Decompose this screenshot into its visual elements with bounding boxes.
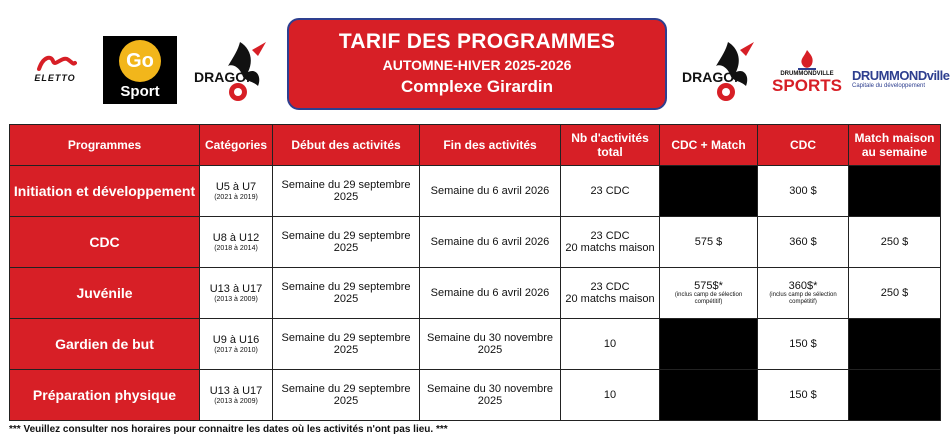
category-cell: [200, 166, 273, 217]
count-cell: 23 CDC: [561, 166, 660, 217]
table-row: [10, 166, 941, 217]
start-cell: Semaine du 29 septembre 2025: [273, 370, 420, 421]
venue-subtitle: Complexe Girardin: [400, 77, 554, 96]
cdc-note: (inclus camp de sélection compétitif): [769, 292, 837, 305]
gosport-sport: Sport: [120, 83, 160, 100]
season-subtitle: AUTOMNE-HIVER 2025-2026: [382, 57, 572, 73]
cdc-cell: [758, 268, 849, 319]
match-cell: 250 $: [849, 268, 941, 319]
birth-years: (2013 à 2009): [214, 398, 258, 405]
dragon-icon: [192, 38, 272, 104]
end-cell: Semaine du 6 avril 2026: [420, 268, 561, 319]
col-header-start: Début des activités: [273, 125, 420, 166]
eletto-wordmark: ELETTO: [34, 73, 76, 83]
count-cdc: 23 CDC: [590, 230, 630, 242]
end-cell: Semaine du 30 novembre 2025: [420, 370, 561, 421]
category: U9 à U16: [212, 334, 260, 346]
category-cell: [200, 217, 273, 268]
category: U13 à U17: [209, 385, 263, 397]
dragon-wordmark-right: DRAGON: [682, 69, 745, 85]
count-cell: [561, 217, 660, 268]
match-cell-na: [849, 166, 941, 217]
category: U8 à U12: [212, 232, 260, 244]
dragon-logo-left: [192, 38, 272, 104]
col-header-programmes: Programmes: [10, 125, 200, 166]
gosport-logo: [103, 36, 177, 104]
birth-years: (2021 à 2019): [214, 194, 258, 201]
gosport-circle: [119, 40, 161, 82]
count-cell: 10: [561, 370, 660, 421]
count-cdc: 23 CDC: [590, 281, 630, 293]
match-cell-na: [849, 319, 941, 370]
drummondville-sports-logo: [768, 42, 846, 102]
col-header-count: Nb d'activités total: [561, 125, 660, 166]
cdc-match-cell-na: [660, 370, 758, 421]
count-cell: [561, 268, 660, 319]
drummondville-city-logo: [852, 58, 950, 98]
category: U5 à U7: [215, 181, 257, 193]
flame-icon: [794, 49, 820, 71]
count-cell: 10: [561, 319, 660, 370]
cdc-cell: 300 $: [758, 166, 849, 217]
end-cell: Semaine du 6 avril 2026: [420, 166, 561, 217]
table-row: [10, 268, 941, 319]
header-row: [10, 125, 941, 166]
count-matches: 20 matchs maison: [565, 242, 655, 254]
start-cell: Semaine du 29 septembre 2025: [273, 217, 420, 268]
category-cell: [200, 268, 273, 319]
table-row: [10, 319, 941, 370]
count-matches: 20 matchs maison: [565, 293, 655, 305]
program-name: Préparation physique: [10, 370, 200, 421]
eletto-logo: [22, 48, 88, 88]
category-cell: [200, 319, 273, 370]
col-header-cdc-match: CDC + Match: [660, 125, 758, 166]
cdc-cell: 360 $: [758, 217, 849, 268]
start-cell: Semaine du 29 septembre 2025: [273, 268, 420, 319]
col-header-categories: Catégories: [200, 125, 273, 166]
cdc-cell: 150 $: [758, 370, 849, 421]
dragon-wordmark-left: DRAGON: [194, 69, 257, 85]
birth-years: (2018 à 2014): [214, 245, 258, 252]
start-cell: Semaine du 29 septembre 2025: [273, 166, 420, 217]
category: U13 à U17: [209, 283, 263, 295]
birth-years: (2013 à 2009): [214, 296, 258, 303]
cdc-price: 360$*: [788, 280, 818, 292]
footnote: *** Veuillez consulter nos horaires pour connaitre les dates où les activités n'ont pas lieu. ***: [9, 424, 448, 435]
category-cell: [200, 370, 273, 421]
start-cell: Semaine du 29 septembre 2025: [273, 319, 420, 370]
program-name: Juvénile: [10, 268, 200, 319]
title-banner: [287, 18, 667, 110]
drummondville-sports-main: SPORTS: [772, 76, 842, 95]
cdc-match-cell: [660, 268, 758, 319]
col-header-match: Match maison au semaine: [849, 125, 941, 166]
cdc-match-price: 575$*: [694, 280, 723, 292]
pricing-table: [9, 124, 941, 421]
program-name: CDC: [10, 217, 200, 268]
cdc-cell: 150 $: [758, 319, 849, 370]
col-header-end: Fin des activités: [420, 125, 561, 166]
program-name: Initiation et développement: [10, 166, 200, 217]
cdc-match-cell-na: [660, 319, 758, 370]
col-header-cdc: CDC: [758, 125, 849, 166]
cdc-match-note: (inclus camp de sélection compétitif): [674, 292, 743, 305]
dragon-icon: [680, 38, 760, 104]
drummondville-city-wordmark: DRUMMONDville: [852, 67, 950, 83]
dragon-logo-right: [680, 38, 760, 104]
drummondville-sports-top: DRUMMONDVILLE: [780, 71, 834, 77]
gosport-go: Go: [126, 49, 154, 72]
eletto-icon: [33, 53, 77, 73]
page-title: TARIF DES PROGRAMMES: [338, 30, 616, 53]
birth-years: (2017 à 2010): [214, 347, 258, 354]
drummondville-tagline: Capitale du développement: [852, 82, 926, 89]
match-cell-na: [849, 370, 941, 421]
end-cell: Semaine du 30 novembre 2025: [420, 319, 561, 370]
table-row: [10, 370, 941, 421]
table-row: [10, 217, 941, 268]
cdc-match-cell-na: [660, 166, 758, 217]
end-cell: Semaine du 6 avril 2026: [420, 217, 561, 268]
cdc-match-cell: 575 $: [660, 217, 758, 268]
match-cell: 250 $: [849, 217, 941, 268]
program-name: Gardien de but: [10, 319, 200, 370]
